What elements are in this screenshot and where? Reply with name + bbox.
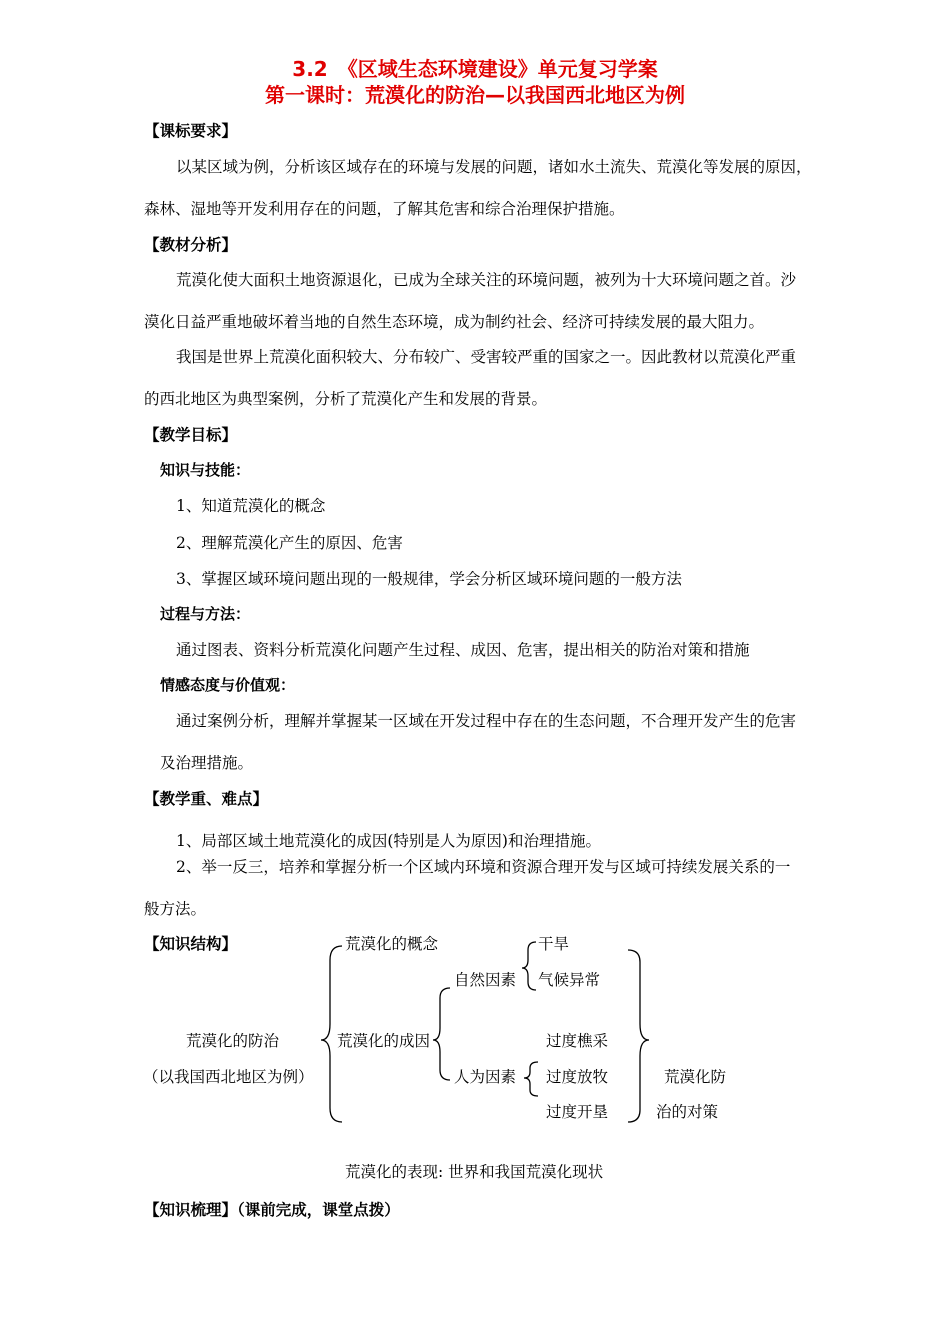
structure-root-sublabel: （以我国西北地区为例） (143, 1068, 314, 1086)
measures-brace (628, 950, 649, 1122)
review-heading: 【知识梳理】（课前完成，课堂点拨） (144, 1201, 400, 1219)
analysis-para-2-line-2: 的西北地区为典型案例，分析了荒漠化产生和发展的背景。 (144, 390, 548, 408)
document-title: 3.2 《区域生态环境建设》单元复习学案 (292, 57, 658, 81)
knowledge-item-1: 1、知道荒漠化的概念 (176, 497, 326, 515)
structure-heading: 【知识结构】 (144, 935, 238, 953)
structure-measures-line-1: 荒漠化防 (664, 1068, 727, 1086)
curriculum-text-line-2: 森林、湿地等开发利用存在的问题，了解其危害和综合治理保护措施。 (144, 200, 625, 218)
natural-brace (522, 942, 536, 990)
emotion-values-line-2: 及治理措施。 (160, 754, 254, 772)
structure-climate-anomaly: 气候异常 (538, 971, 601, 989)
structure-measures-line-2: 治的对策 (656, 1103, 719, 1121)
goals-heading: 【教学目标】 (144, 426, 238, 444)
structure-manifestation: 荒漠化的表现: 世界和我国荒漠化现状 (345, 1163, 604, 1181)
structure-causes: 荒漠化的成因 (337, 1032, 431, 1050)
structure-drought: 干旱 (538, 935, 570, 953)
structure-overreclamation: 过度开垦 (546, 1103, 609, 1121)
keypoint-2-line-1: 2、举一反三，培养和掌握分析一个区域内环境和资源合理开发与区域可持续发展关系的一 (176, 858, 791, 876)
structure-natural-factors: 自然因素 (454, 971, 517, 989)
analysis-heading: 【教材分析】 (144, 236, 238, 254)
structure-concept: 荒漠化的概念 (345, 935, 439, 953)
knowledge-item-3: 3、掌握区域环境问题出现的一般规律，学会分析区域环境问题的一般方法 (176, 570, 682, 588)
analysis-para-1-line-2: 漠化日益严重地破坏着当地的自然生态环境，成为制约社会、经济可持续发展的最大阻力。 (144, 313, 765, 331)
knowledge-skills-title: 知识与技能： (160, 461, 251, 479)
knowledge-item-2: 2、理解荒漠化产生的原因、危害 (176, 534, 403, 552)
structure-overgrazing: 过度放牧 (546, 1068, 609, 1086)
keypoint-1: 1、局部区域土地荒漠化的成因(特别是人为原因)和治理措施。 (176, 832, 601, 850)
structure-human-factors: 人为因素 (454, 1068, 517, 1086)
structure-root-label: 荒漠化的防治 (186, 1032, 280, 1050)
causes-brace (433, 988, 450, 1080)
curriculum-text-line-1: 以某区域为例，分析该区域存在的环境与发展的问题，诸如水土流失、荒漠化等发展的原因， (176, 158, 812, 176)
emotion-values-line-1: 通过案例分析，理解并掌握某一区域在开发过程中存在的生态问题，不合理开发产生的危害 (176, 712, 797, 730)
lesson-title: 第一课时：荒漠化的防治—以我国西北地区为例 (265, 83, 685, 107)
keypoints-heading: 【教学重、难点】 (144, 790, 269, 808)
keypoint-2-line-2: 般方法。 (144, 900, 207, 918)
emotion-values-title: 情感态度与价值观： (160, 676, 296, 694)
human-brace (524, 1062, 538, 1096)
process-methods-text: 通过图表、资料分析荒漠化问题产生过程、成因、危害，提出相关的防治对策和措施 (176, 641, 750, 659)
analysis-para-2-line-1: 我国是世界上荒漠化面积较大、分布较广、受害较严重的国家之一。因此教材以荒漠化严重 (176, 348, 797, 366)
process-methods-title: 过程与方法： (160, 605, 251, 623)
analysis-para-1-line-1: 荒漠化使大面积土地资源退化，已成为全球关注的环境问题，被列为十大环境问题之首。沙 (176, 271, 797, 289)
structure-overcutting: 过度樵采 (546, 1032, 609, 1050)
curriculum-heading: 【课标要求】 (144, 122, 238, 140)
